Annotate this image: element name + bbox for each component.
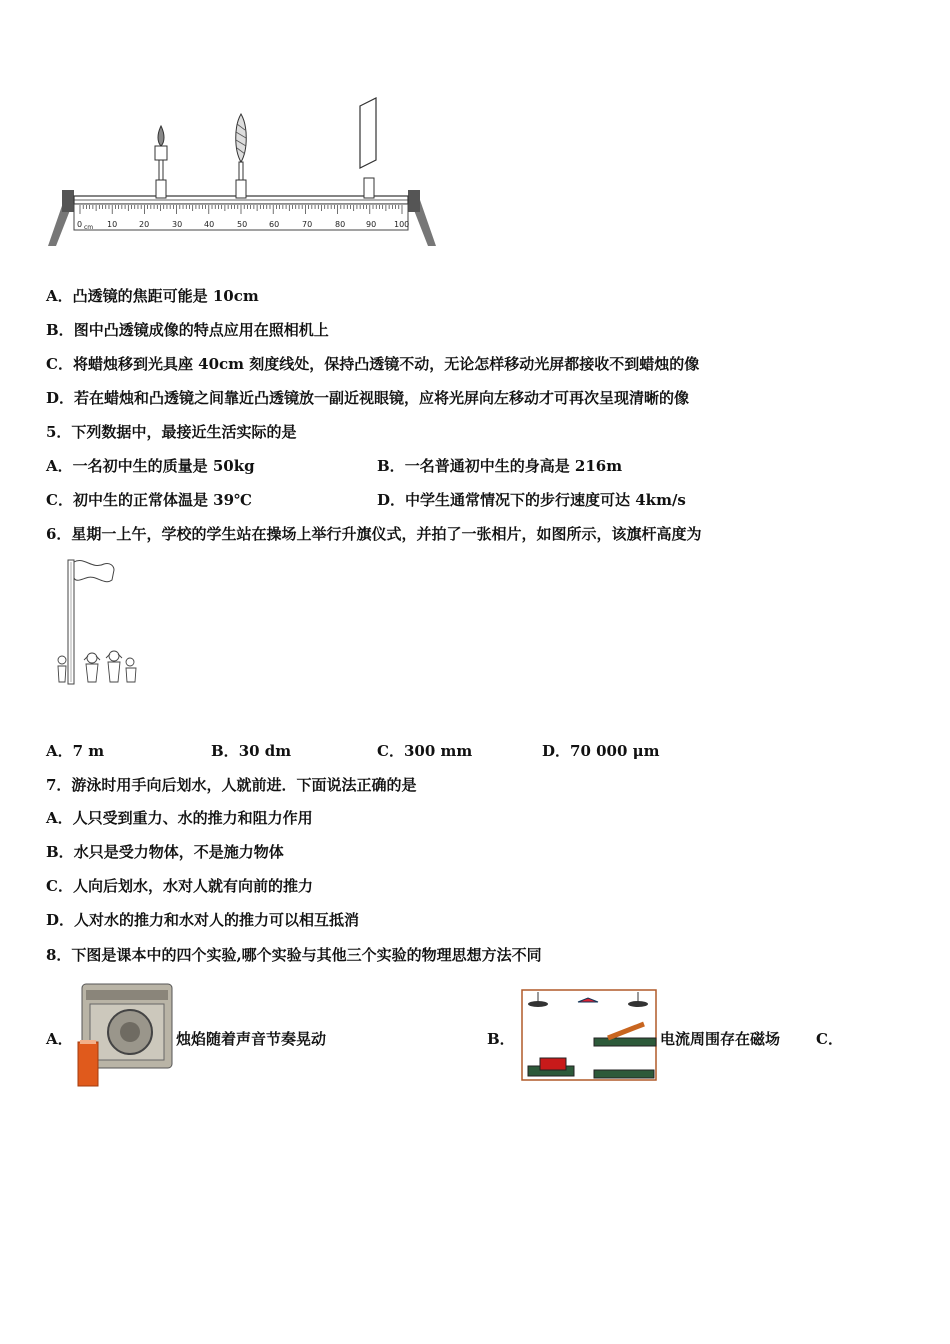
scale-label: 50 [237, 220, 248, 229]
scale-label: 20 [139, 220, 150, 229]
scale-label: 40 [204, 220, 215, 229]
q8-option-a-letter: A． [46, 1030, 73, 1048]
light-screen [360, 98, 376, 198]
scale-label: 100 [394, 220, 410, 229]
q6-option-d: D．70 000 μm [542, 742, 660, 760]
q5-option-a: A．一名初中生的质量是 50kg [46, 457, 255, 475]
scale-label: 10 [107, 220, 118, 229]
oersted-experiment-figure [520, 984, 660, 1088]
scale-label: 0 [77, 220, 83, 229]
candle-icon [78, 1042, 98, 1086]
q4-option-d: D．若在蜡烛和凸透镜之间靠近凸透镜放一副近视眼镜，应将光屏向左移动才可再次呈现清晰的像 [46, 389, 690, 407]
q5-option-c: C．初中生的正常体温是 39℃ [46, 491, 253, 509]
q4-option-b: B．图中凸透镜成像的特点应用在照相机上 [46, 321, 329, 339]
speaker-candle-figure [72, 980, 176, 1088]
q8-option-b-text: 电流周围存在磁场 [660, 1030, 781, 1048]
switch-icon [608, 1024, 644, 1038]
q6-option-b: B．30 dm [211, 742, 292, 760]
scale-label: cm [84, 224, 94, 231]
battery-icon [540, 1058, 566, 1070]
q7-option-c: C．人向后划水，水对人就有向前的推力 [46, 877, 313, 895]
compass-needle-icon [578, 998, 598, 1002]
bench-left-end [62, 190, 74, 212]
q8-option-c-letter: C． [816, 1030, 843, 1048]
q5-option-b: B．一名普通初中生的身高是 216m [377, 457, 623, 475]
q7-option-a: A．人只受到重力、水的推力和阻力作用 [46, 809, 313, 827]
q7-stem: 7．游泳时用手向后划水，人就前进．下面说法正确的是 [46, 776, 417, 794]
flagpole-figure [52, 556, 142, 690]
scale-label: 80 [335, 220, 346, 229]
scale-label: 30 [172, 220, 183, 229]
q6-option-a: A．7 m [46, 742, 105, 760]
q8-stem: 8．下图是课本中的四个实验,哪个实验与其他三个实验的物理思想方法不同 [46, 946, 542, 964]
candle [155, 126, 167, 198]
optical-bench-figure [44, 96, 440, 252]
q5-option-d: D．中学生通常情况下的步行速度可达 4km/s [377, 491, 686, 509]
q5-stem: 5．下列数据中，最接近生活实际的是 [46, 423, 297, 441]
bench-right-end [408, 190, 420, 212]
q7-option-d: D．人对水的推力和水对人的推力可以相互抵消 [46, 911, 360, 929]
q7-option-b: B．水只是受力物体，不是施力物体 [46, 843, 284, 861]
q6-option-c: C．300 mm [377, 742, 473, 760]
q8-option-a-text: 烛焰随着声音节奏晃动 [176, 1030, 327, 1048]
scale-label: 90 [366, 220, 377, 229]
q6-stem: 6．星期一上午，学校的学生站在操场上举行升旗仪式，并拍了一张相片，如图所示，该旗杆高度为 [46, 525, 702, 543]
flag-icon [74, 560, 114, 581]
scale-label: 70 [302, 220, 313, 229]
q8-option-b-letter: B． [487, 1030, 515, 1048]
candle-flame-icon [158, 126, 164, 146]
convex-lens [236, 114, 247, 198]
q4-option-a: A．凸透镜的焦距可能是 10cm [46, 287, 259, 305]
q4-option-c: C．将蜡烛移到光具座 40cm 刻度线处，保持凸透镜不动，无论怎样移动光屏都接收不到蜡烛的像 [46, 355, 700, 373]
scale-label: 60 [269, 220, 280, 229]
